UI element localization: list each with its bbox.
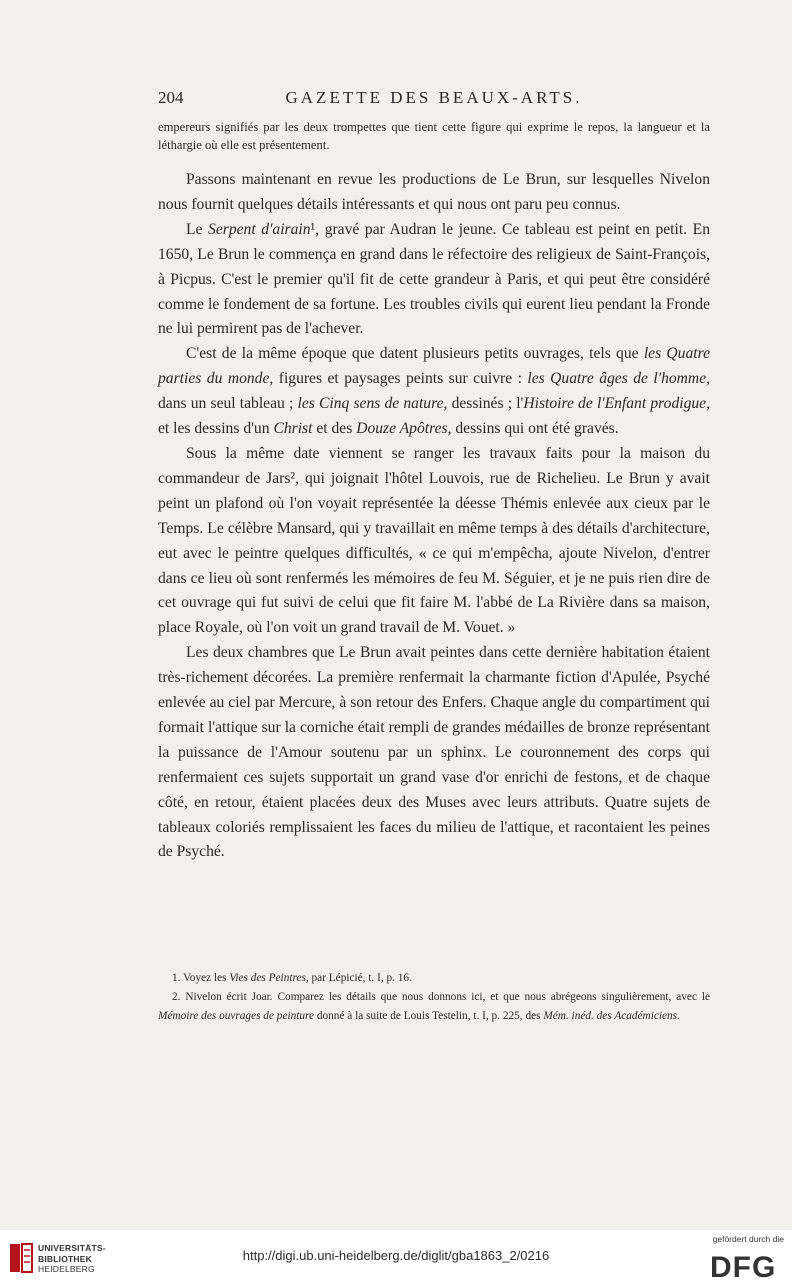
- funder-caption: gefördert durch die: [712, 1234, 784, 1244]
- viewer-footer: [0, 1230, 792, 1287]
- funder-block: [684, 1234, 784, 1284]
- paragraph: Les deux chambres que Le Brun avait peintes dans cette dernière habitation étaient très-richement décorées. La première renfermait la charmante fiction d'Apulée, Psyché enlevée au ciel par Mercure, à son retour des Enfers. Chaque angle du compartiment qui formait l'attique sur la corniche était rempli de grandes médailles de bronze représentant la puissance de l'Amour soutenu par un sphinx. Le couronnement des corps qui renfermaient ces sujets supportait un grand vase d'or enrichi de festons, et de chaque côté, en retour, étaient placées deux des Muses avec leurs attributs. Quatre sujets de tableaux coloriés remplissaient les faces du milieu de l'attique, et racontaient les peines de Psyché.: [158, 644, 710, 861]
- page-header: [158, 88, 710, 112]
- paragraph: C'est de la même époque que datent plusieurs petits ouvrages, tels que les Quatre parties du monde, figures et paysages peints sur cuivre : les Quatre âges de l'homme, dans un seul tableau ; les Cinq sens de nature, dessinés ; l'Histoire de l'Enfant prodigue, et les dessins d'un Christ et des Douze Apôtres, dessins qui ont été gravés.: [158, 345, 711, 438]
- footnote: 2. Nivelon écrit Joar. Comparez les détails que nous donnons ici, et que nous abrégeons singulièrement, avec le Mémoire des ouvrages de peinture donné à la suite de Louis Testelin, t. I, p. 225, des Mém. inéd. des Académiciens.: [158, 991, 710, 1022]
- paragraph: Sous la même date viennent se ranger les travaux faits pour la maison du commandeur de Jars², qui joignait l'hôtel Louvois, rue de Richelieu. Le Brun y avait peint un plafond où l'on voyait représentée la déesse Thémis enlevée aux cieux par le Temps. Le célèbre Mansard, qui y travaillait en même temps à des détails d'architecture, eut avec le peintre quelques difficultés, « ce qui m'empêcha, ajoute Nivelon, d'entrer dans ce lieu où sont renfermés les mémoires de feu M. Séguier, et je ne puis rien dire de cet ouvrage qui fut suivi de celui que fit faire M. l'abbé de La Rivière dans sa maison, place Royale, où l'on voit un grand travail de M. Vouet. »: [158, 444, 710, 637]
- page-number: 204: [158, 88, 184, 107]
- footnote: 1. Voyez les Vies des Peintres, par Lépicié, t. I, p. 16.: [172, 972, 412, 984]
- dfg-logo-icon[interactable]: [710, 1252, 784, 1280]
- intro-text: empereurs signifiés par les deux trompettes que tient cette figure qui exprime le repos, la langueur et la léthargie où elle est présentement.: [158, 120, 710, 152]
- library-line: HEIDELBERG: [38, 1264, 95, 1274]
- library-line: UNIVERSITÄTS-: [38, 1243, 106, 1253]
- dfg-logo-text: DFG: [710, 1252, 777, 1280]
- paragraph: Le Serpent d'airain¹, gravé par Audran le jeune. Ce tableau est peint en petit. En 1650, Le Brun le commença en grand dans le réfectoire des religieux de Saint-François, à Picpus. C'est le premier qu'il fit de cette grandeur à Paris, et qui peut être considéré comme le fondement de sa fortune. Les troubles civils qui eurent lieu pendant la Fronde ne lui permirent pas de l'achever.: [158, 220, 710, 338]
- permalink-url[interactable]: http://digi.ub.uni-heidelberg.de/diglit/gba1863_2/0216: [242, 1248, 550, 1263]
- running-title: GAZETTE DES BEAUX-ARTS.: [285, 88, 583, 107]
- paragraph: Passons maintenant en revue les productions de Le Brun, sur lesquelles Nivelon nous fournit quelques détails intéressants et qui nous ont paru peu connus.: [158, 171, 710, 213]
- article-body: [158, 168, 710, 865]
- library-line: BIBLIOTHEK: [38, 1253, 92, 1264]
- footnotes: [158, 969, 710, 1026]
